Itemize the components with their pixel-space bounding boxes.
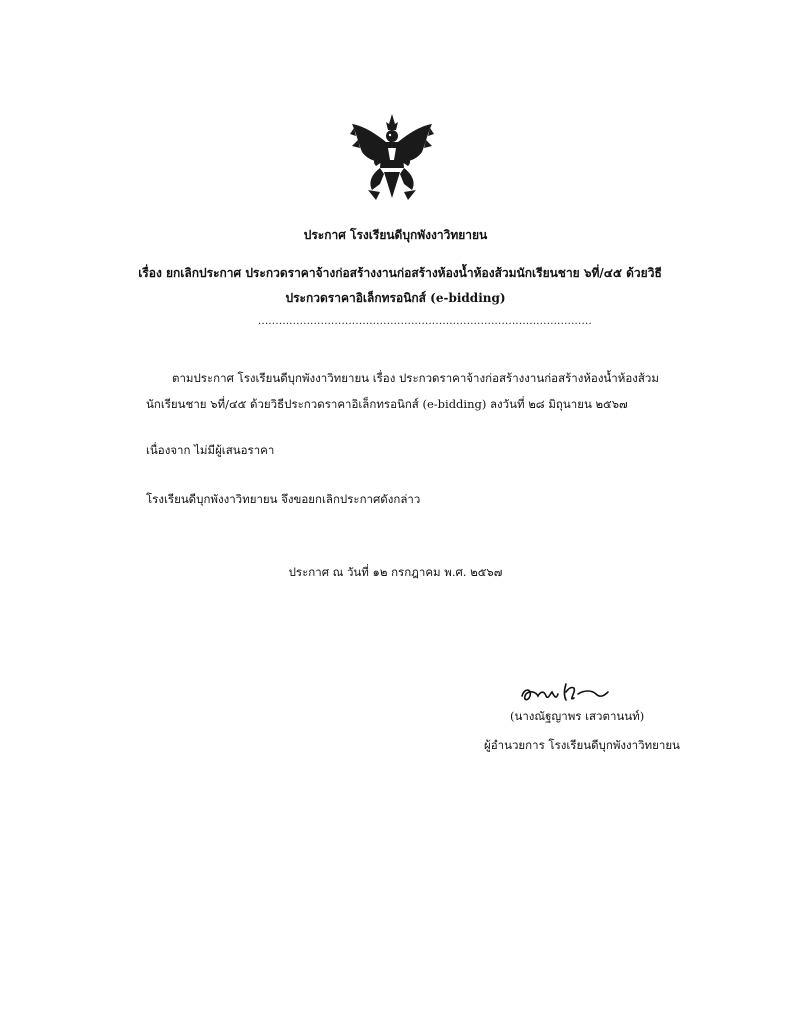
- paragraph-1-line-2: นักเรียนชาย ๖ที่/๔๕ ด้วยวิธีประกวดราคาอิเล็กทรอนิกส์ (e-bidding) ลงวันที่ ๒๘ มิถุนายน ๒๕๖๗: [146, 397, 628, 411]
- signer-name: (นางณัฐญาพร เสวตานนท์): [510, 709, 645, 723]
- paragraph-cancellation: โรงเรียนดีบุกพังงาวิทยายน จึงขอยกเลิกประกาศดังกล่าว: [146, 492, 421, 506]
- announcement-title: ประกาศ โรงเรียนดีบุกพังงาวิทยายน: [303, 228, 488, 242]
- garuda-emblem-icon: [346, 112, 438, 204]
- subject-line-1: เรื่อง ยกเลิกประกาศ ประกวดราคาจ้างก่อสร้างงานก่อสร้างห้องน้ำห้องส้วมนักเรียนชาย ๖ที่/๔๕ ด้วยวิธี: [138, 266, 662, 280]
- subject-line-2: ประกวดราคาอิเล็กทรอนิกส์ (e-bidding): [285, 291, 506, 305]
- signer-title: ผู้อำนวยการ โรงเรียนดีบุกพังงาวิทยายน: [484, 738, 680, 752]
- paragraph-1-line-1: ตามประกาศ โรงเรียนดีบุกพังงาวิทยายน เรื่อง ประกวดราคาจ้างก่อสร้างงานก่อสร้างห้องน้ำห้องส้วม: [172, 371, 659, 385]
- handwritten-signature: [516, 678, 612, 706]
- announcement-date: ประกาศ ณ วันที่ ๑๒ กรกฎาคม พ.ศ. ๒๕๖๗: [288, 565, 503, 579]
- dotted-separator: ................................................................................................: [258, 316, 592, 327]
- paragraph-reason: เนื่องจาก ไม่มีผู้เสนอราคา: [146, 443, 275, 457]
